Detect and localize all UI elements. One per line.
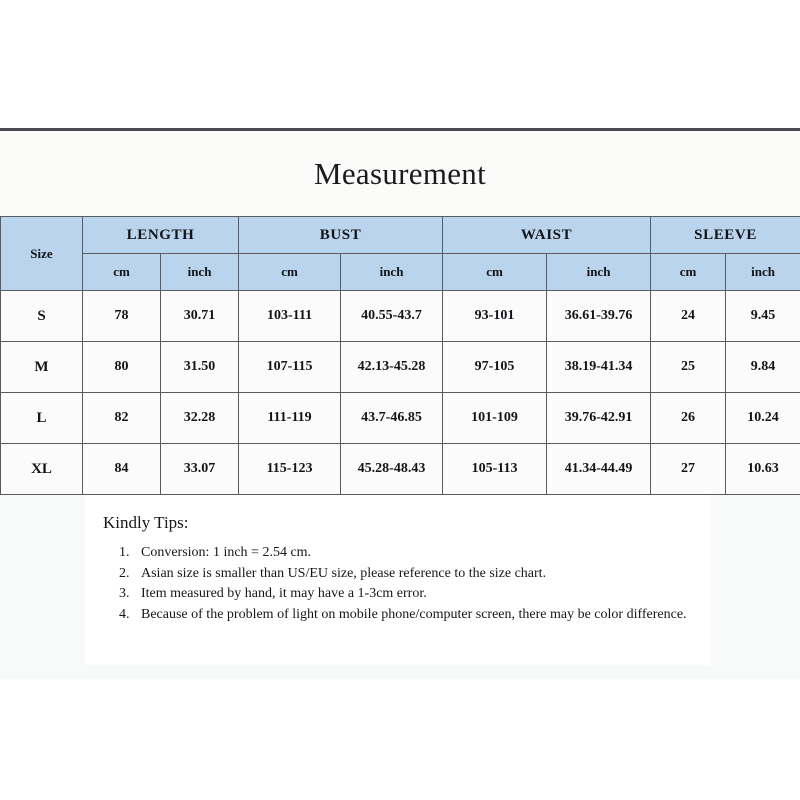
table-row <box>1 342 800 393</box>
list-item: 4. Because of the problem of light on mobile phone/computer screen, there may be color difference. <box>133 605 710 626</box>
cell-sleeve-cm: 24 <box>651 291 726 342</box>
header-size: Size <box>1 217 83 291</box>
cell-bust-cm: 115-123 <box>239 444 341 495</box>
list-item: 2. Asian size is smaller than US/EU size, please reference to the size chart. <box>133 564 710 585</box>
cell-sleeve-cm: 27 <box>651 444 726 495</box>
cell-sleeve-inch: 9.84 <box>726 342 800 393</box>
cell-length-cm: 82 <box>83 393 161 444</box>
header-unit-waist-inch: inch <box>547 254 651 291</box>
cell-waist-inch: 38.19-41.34 <box>547 342 651 393</box>
cell-sleeve-cm: 26 <box>651 393 726 444</box>
header-unit-row <box>1 254 800 291</box>
kindly-tips-list <box>103 543 710 625</box>
kindly-tips-area <box>0 495 800 679</box>
cell-bust-inch: 43.7-46.85 <box>341 393 443 444</box>
header-unit-waist-cm: cm <box>443 254 547 291</box>
cell-waist-cm: 93-101 <box>443 291 547 342</box>
table-body <box>1 291 800 495</box>
table-row <box>1 393 800 444</box>
table-row <box>1 444 800 495</box>
cell-bust-cm: 107-115 <box>239 342 341 393</box>
cell-size: M <box>1 342 83 393</box>
cell-sleeve-inch: 10.63 <box>726 444 800 495</box>
cell-sleeve-inch: 10.24 <box>726 393 800 444</box>
title-area <box>0 131 800 216</box>
list-item: 1. Conversion: 1 inch = 2.54 cm. <box>133 543 710 564</box>
measurement-content-block <box>0 128 800 670</box>
cell-length-inch: 32.28 <box>161 393 239 444</box>
page-title: Measurement <box>313 155 486 191</box>
table-header <box>1 217 800 291</box>
cell-bust-cm: 111-119 <box>239 393 341 444</box>
cell-size: S <box>1 291 83 342</box>
header-unit-bust-cm: cm <box>239 254 341 291</box>
size-measurement-table <box>0 216 800 495</box>
cell-bust-cm: 103-111 <box>239 291 341 342</box>
list-item: 3. Item measured by hand, it may have a 1-3cm error. <box>133 584 710 605</box>
cell-sleeve-cm: 25 <box>651 342 726 393</box>
header-unit-length-inch: inch <box>161 254 239 291</box>
header-group-row <box>1 217 800 254</box>
table-row <box>1 291 800 342</box>
cell-waist-cm: 101-109 <box>443 393 547 444</box>
cell-waist-inch: 36.61-39.76 <box>547 291 651 342</box>
cell-waist-cm: 97-105 <box>443 342 547 393</box>
cell-length-inch: 30.71 <box>161 291 239 342</box>
header-group-sleeve: SLEEVE <box>651 217 800 254</box>
cell-waist-inch: 41.34-44.49 <box>547 444 651 495</box>
header-unit-bust-inch: inch <box>341 254 443 291</box>
cell-length-cm: 80 <box>83 342 161 393</box>
cell-size: L <box>1 393 83 444</box>
cell-sleeve-inch: 9.45 <box>726 291 800 342</box>
cell-bust-inch: 42.13-45.28 <box>341 342 443 393</box>
cell-waist-cm: 105-113 <box>443 444 547 495</box>
header-group-waist: WAIST <box>443 217 651 254</box>
cell-length-cm: 78 <box>83 291 161 342</box>
header-unit-sleeve-inch: inch <box>726 254 800 291</box>
cell-waist-inch: 39.76-42.91 <box>547 393 651 444</box>
cell-size: XL <box>1 444 83 495</box>
cell-bust-inch: 45.28-48.43 <box>341 444 443 495</box>
cell-length-inch: 31.50 <box>161 342 239 393</box>
header-group-bust: BUST <box>239 217 443 254</box>
cell-length-cm: 84 <box>83 444 161 495</box>
kindly-tips-heading: Kindly Tips: <box>103 513 189 532</box>
header-group-length: LENGTH <box>83 217 239 254</box>
header-unit-length-cm: cm <box>83 254 161 291</box>
header-unit-sleeve-cm: cm <box>651 254 726 291</box>
kindly-tips-panel <box>85 495 710 665</box>
cell-length-inch: 33.07 <box>161 444 239 495</box>
cell-bust-inch: 40.55-43.7 <box>341 291 443 342</box>
